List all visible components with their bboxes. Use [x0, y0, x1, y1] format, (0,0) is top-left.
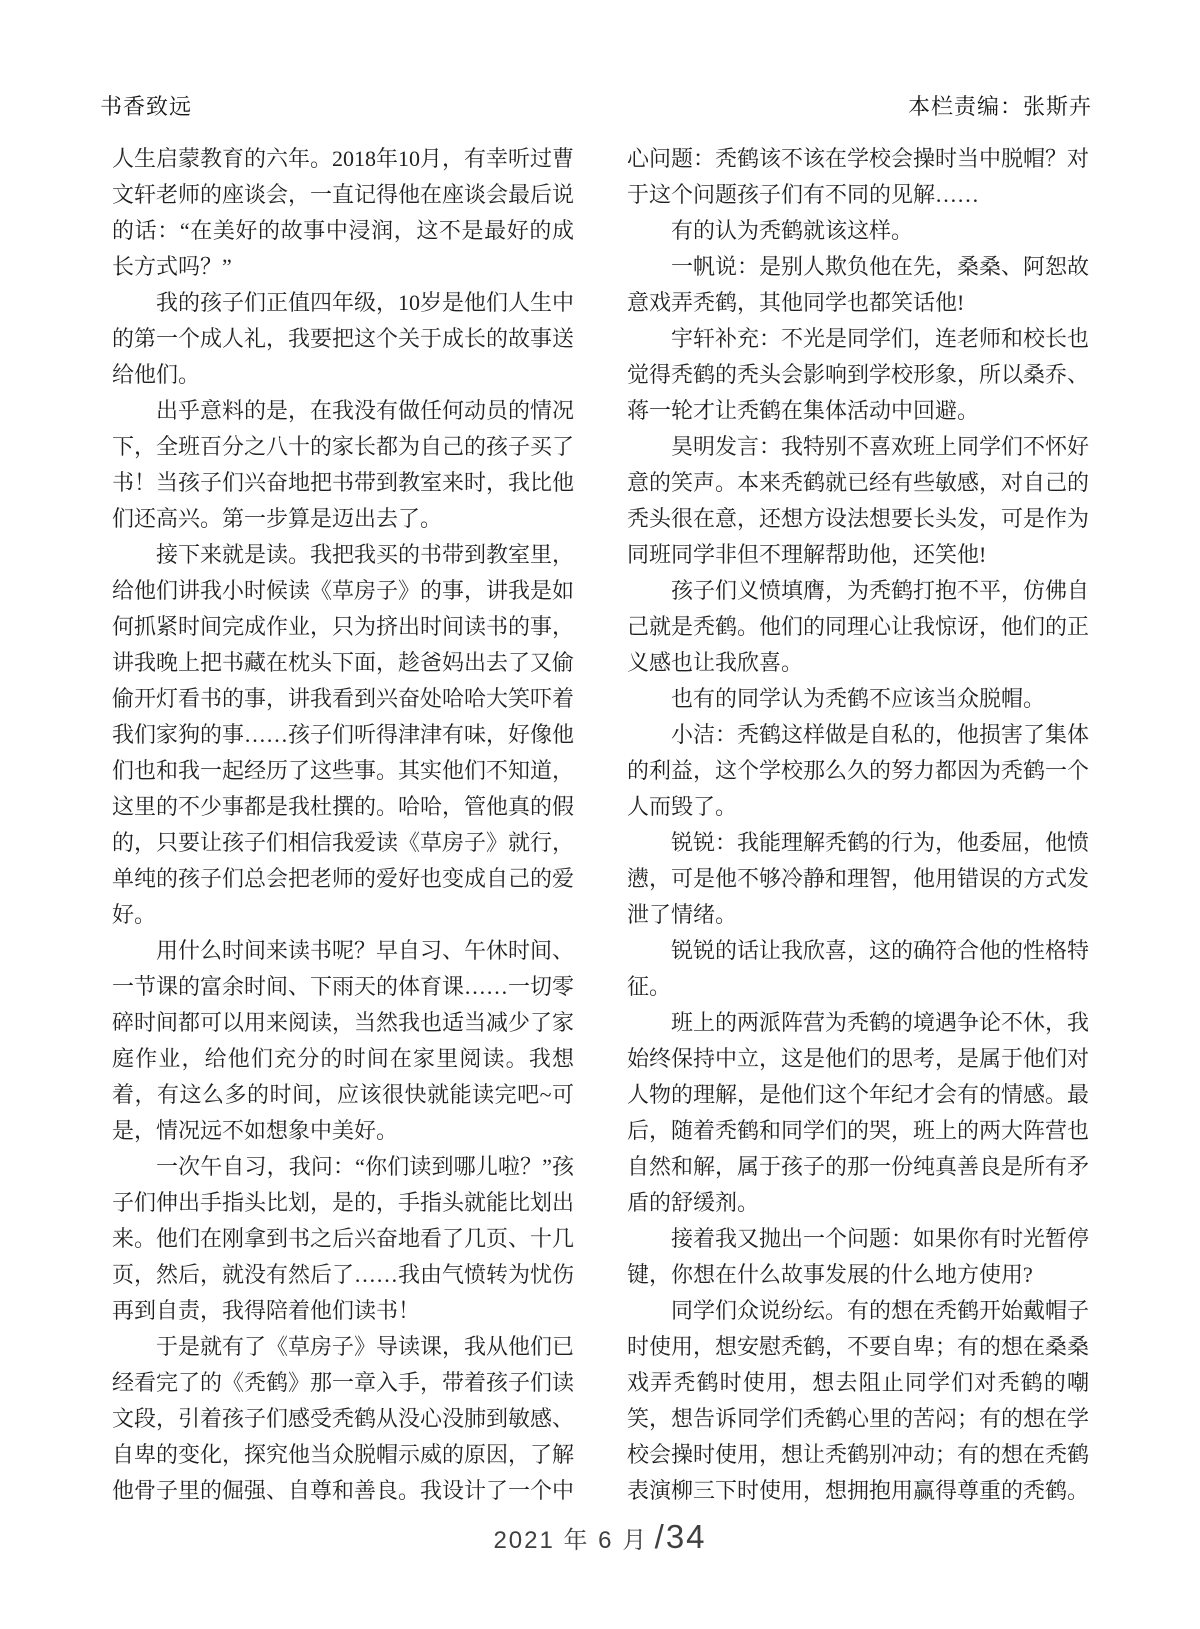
- article-body: [112, 141, 1089, 1509]
- paragraph: 接下来就是读。我把我买的书带到教室里，给他们讲我小时候读《草房子》的事，讲我是如何抓紧时间完成作业，只为挤出时间读书的事，讲我晚上把书藏在枕头下面，趁爸妈出去了又偷偷开灯看书的事，讲我看到兴奋处哈哈大笑吓着我们家狗的事……孩子们听得津津有味，好像他们也和我一起经历了这些事。其实他们不知道，这里的不少事都是我杜撰的。哈哈，管他真的假的，只要让孩子们相信我爱读《草房子》就行，单纯的孩子们总会把老师的爱好也变成自己的爱好。: [112, 542, 575, 927]
- paragraph: 锐锐：我能理解秃鹤的行为，他委屈，他愤懑，可是他不够冷静和理智，他用错误的方式发泄了情绪。: [627, 830, 1090, 927]
- paragraph: 宇轩补充：不光是同学们，连老师和校长也觉得秃鹤的秃头会影响到学校形象，所以桑乔、蒋一轮才让秃鹤在集体活动中回避。: [627, 326, 1090, 423]
- text-column-left: [112, 141, 574, 1509]
- page-header: [100, 90, 1092, 121]
- paragraph: 接着我又抛出一个问题：如果你有时光暂停键，你想在什么故事发展的什么地方使用?: [627, 1226, 1090, 1287]
- text-column-right: [627, 141, 1089, 1509]
- paragraph: 班上的两派阵营为秃鹤的境遇争论不休，我始终保持中立，这是他们的思考，是属于他们对人物的理解，是他们这个年纪才会有的情感。最后，随着秃鹤和同学们的哭，班上的两大阵营也自然和解，属于孩子的那一份纯真善良是所有矛盾的舒缓剂。: [627, 1010, 1090, 1215]
- footer-date: 2021 年 6 月: [493, 1527, 649, 1554]
- paragraph: 人生启蒙教育的六年。2018年10月，有幸听过曹文轩老师的座谈会，一直记得他在座谈会最后说的话：“在美好的故事中浸润，这不是最好的成长方式吗？”: [112, 146, 575, 279]
- paragraph: 心问题：秃鹤该不该在学校会操时当中脱帽？对于这个问题孩子们有不同的见解……: [627, 146, 1090, 207]
- paragraph: 小洁：秃鹤这样做是自私的，他损害了集体的利益，这个学校那么久的努力都因为秃鹤一个人而毁了。: [627, 722, 1090, 819]
- paragraph: 锐锐的话让我欣喜，这的确符合他的性格特征。: [627, 938, 1090, 999]
- paragraph: 出乎意料的是，在我没有做任何动员的情况下，全班百分之八十的家长都为自己的孩子买了书！当孩子们兴奋地把书带到教室来时，我比他们还高兴。第一步算是迈出去了。: [112, 398, 575, 531]
- column-title: 书香致远: [100, 94, 193, 119]
- paragraph: 我的孩子们正值四年级，10岁是他们人生中的第一个成人礼，我要把这个关于成长的故事送给他们。: [112, 290, 575, 387]
- paragraph: 一帆说：是别人欺负他在先，桑桑、阿恕故意戏弄秃鹤，其他同学也都笑话他!: [627, 254, 1090, 315]
- paragraph: 同学们众说纷纭。有的想在秃鹤开始戴帽子时使用，想安慰秃鹤，不要自卑；有的想在桑桑戏弄秃鹤时使用，想去阻止同学们对秃鹤的嘲笑，想告诉同学们秃鹤心里的苦闷；有的想在学校会操时使用，想让秃鹤别冲动；有的想在秃鹤表演柳三下时使用，想拥抱用赢得尊重的秃鹤。: [627, 1298, 1090, 1503]
- column-editor: 本栏责编：张斯卉: [907, 94, 1092, 119]
- paragraph: 于是就有了《草房子》导读课，我从他们已经看完了的《秃鹤》那一章入手，带着孩子们读文段，引着孩子们感受秃鹤从没心没肺到敏感、自卑的变化，探究他当众脱帽示威的原因，了解他骨子里的倔强、自尊和善良。我设计了一个中: [112, 1334, 575, 1503]
- paragraph: 孩子们义愤填膺，为秃鹤打抱不平，仿佛自己就是秃鹤。他们的同理心让我惊讶，他们的正义感也让我欣喜。: [627, 578, 1090, 675]
- paragraph: 也有的同学认为秃鹤不应该当众脱帽。: [671, 686, 1046, 711]
- paragraph: 用什么时间来读书呢？早自习、午休时间、一节课的富余时间、下雨天的体育课……一切零碎时间都可以用来阅读，当然我也适当减少了家庭作业，给他们充分的时间在家里阅读。我想着，有这么多的时间，应该很快就能读完吧~可是，情况远不如想象中美好。: [112, 938, 575, 1143]
- footer-page-number: /34: [654, 1518, 707, 1555]
- paragraph: 有的认为秃鹤就该这样。: [671, 218, 914, 243]
- paragraph: 昊明发言：我特别不喜欢班上同学们不怀好意的笑声。本来秃鹤就已经有些敏感，对自己的秃头很在意，还想方设法想要长头发，可是作为同班同学非但不理解帮助他，还笑他!: [627, 434, 1090, 567]
- page-footer: [0, 1518, 1200, 1556]
- paragraph: 一次午自习，我问：“你们读到哪儿啦？”孩子们伸出手指头比划，是的，手指头就能比划出来。他们在刚拿到书之后兴奋地看了几页、十几页，然后，就没有然后了……我由气愤转为忧伤再到自责，我得陪着他们读书！: [112, 1154, 575, 1323]
